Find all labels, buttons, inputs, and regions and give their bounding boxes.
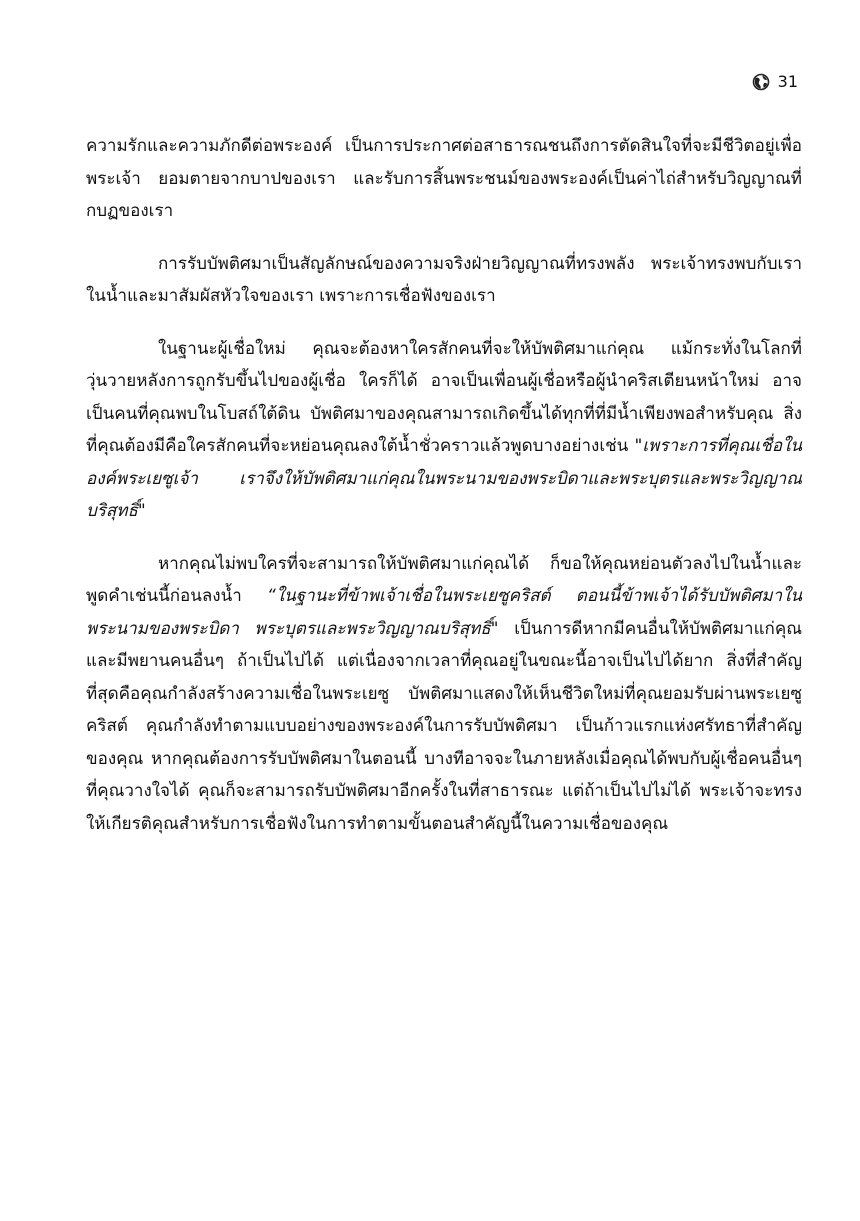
quoted-prayer: “ในฐานะที่ข้าพเจ้าเชื่อในพระเยซูคริสต์ ตอนนี้ข้าพเจ้าได้รับบัพติศมาในพระนามของพระบิดา พระบุตรและพระวิญญาณบริสุทธิ์" xyxy=(86,586,802,639)
quoted-prayer: "เพราะการที่คุณเชื่อในองค์พระเยซูเจ้า เราจึงให้บัพติศมาแก่คุณในพระนามของพระบิดาและพระบุตรและพระวิญญาณบริสุทธิ์" xyxy=(86,436,802,521)
page-number: 31 xyxy=(777,72,798,91)
paragraph-text: หากคุณไม่พบใครที่จะสามารถให้บัพติศมาแก่คุณได้ ก็ขอให้คุณหย่อนตัวลงไปในน้ำและพูดคำเช่นนี้ก่อนลงน้ำ xyxy=(86,553,802,606)
paragraph-text: เป็นการดีหากมีคนอื่นให้บัพติศมาแก่คุณและมีพยานคนอื่นๆ ถ้าเป็นไปได้ แต่เนื่องจากเวลาที่คุณอยู่ในขณะนี้อาจเป็นไปได้ยาก สิ่งที่สำคัญที่สุดคือคุณกำลังสร้างความเชื่อในพระเยซู บัพติศมาแสดงให้เห็นชีวิตใหม่ที่คุณยอมรับผ่านพระเยซูคริสต์ คุณกำลังทำตามแบบอย่างของพระองค์ในการรับบัพติศมา เป็นก้าวแรกแห่งศรัทธาที่สำคัญของคุณ หากคุณต้องการรับบัพติศมาในตอนนี้ บางทีอาจจะในภายหลังเมื่อคุณได้พบกับผู้เชื่อคนอื่นๆ ที่คุณวางใจได้ คุณก็จะสามารถรับบัพติศมาอีกครั้งในที่สาธารณะ แต่ถ้าเป็นไปไม่ได้ พระเจ้าจะทรงให้เกียรติคุณสำหรับการเชื่อฟังในการทำตามขั้นตอนสำคัญนี้ในความเชื่อของคุณ xyxy=(86,618,802,834)
paragraph-2 xyxy=(86,248,802,313)
paragraph-text: ความรักและความภักดีต่อพระองค์ เป็นการประกาศต่อสาธารณชนถึงการตัดสินใจที่จะมีชีวิตอยู่เพื่อพระเจ้า ยอมตายจากบาปของเรา และรับการสิ้นพระชนม์ของพระองค์เป็นค่าไถ่สำหรับวิญญาณที่กบฏของเรา xyxy=(86,136,802,221)
page-header xyxy=(752,72,798,92)
document-body xyxy=(86,130,802,860)
globe-icon xyxy=(752,73,770,91)
paragraph-text: ในฐานะผู้เชื่อใหม่ คุณจะต้องหาใครสักคนที่จะให้บัพติศมาแก่คุณ แม้กระทั่งในโลกที่วุ่นวายหลังการถูกรับขึ้นไปของผู้เชื่อ ใครก็ได้ อาจเป็นเพื่อนผู้เชื่อหรือผู้นำคริสเตียนหน้าใหม่ อาจเป็นคนที่คุณพบในโบสถ์ใต้ดิน บัพติศมาของคุณสามารถเกิดขึ้นได้ทุกที่ที่มีน้ำเพียงพอสำหรับคุณ สิ่งที่คุณต้องมีคือใครสักคนที่จะหย่อนคุณลงใต้น้ำชั่วคราวแล้วพูดบางอย่างเช่น xyxy=(86,338,802,456)
paragraph-1 xyxy=(86,130,802,228)
paragraph-3 xyxy=(86,333,802,528)
paragraph-text: การรับบัพติศมาเป็นสัญลักษณ์ของความจริงฝ่ายวิญญาณที่ทรงพลัง พระเจ้าทรงพบกับเราในน้ำและมาสัมผัสหัวใจของเรา เพราะการเชื่อฟังของเรา xyxy=(86,253,802,306)
paragraph-4 xyxy=(86,548,802,841)
